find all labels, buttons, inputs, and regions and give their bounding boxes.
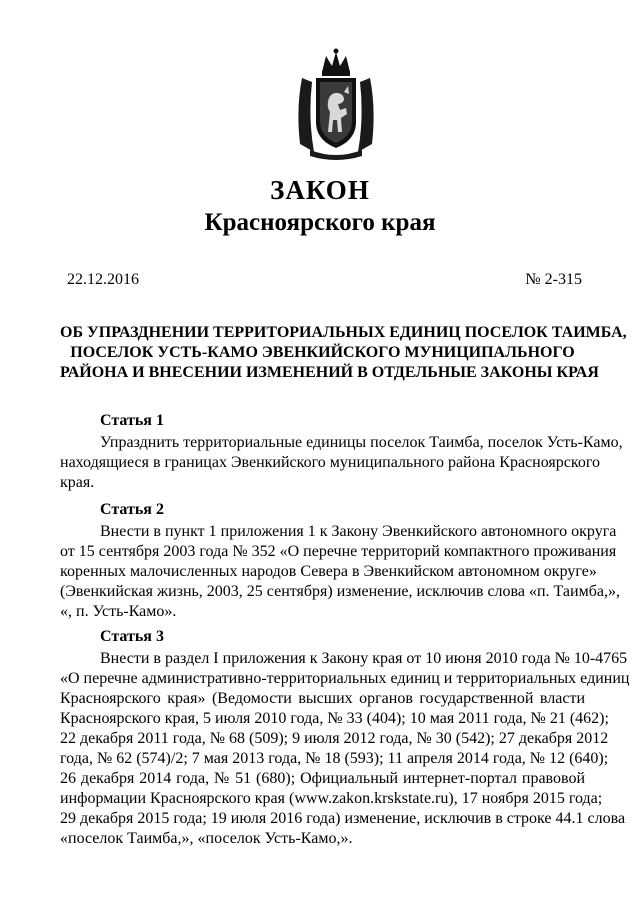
article-1 (60, 411, 623, 493)
law-date: 22.12.2016 (67, 271, 139, 288)
article-heading: Статья 3 (100, 628, 164, 645)
article-text-line: Упразднить территориальные единицы поселок Таимба, поселок Усть-Камо, (100, 434, 623, 451)
article-text-line: «О перечне административно-территориальных единиц и территориальных единиц (60, 670, 630, 687)
article-text-line: (Эвенкийская жизнь, 2003, 25 сентября) изменение, исключив слова «п. Таимба,», (60, 583, 620, 600)
article-text-line: информации Красноярского края (www.zakon.krskstate.ru), 17 ноября 2015 года; (60, 790, 603, 807)
article-heading: Статья 2 (100, 501, 164, 518)
article-text-line: Внести в раздел I приложения к Закону края от 10 июня 2010 года № 10-4765 (100, 650, 628, 667)
law-name (60, 323, 627, 383)
document-title: ЗАКОН (270, 175, 370, 205)
law-name-line: ОБ УПРАЗДНЕНИИ ТЕРРИТОРИАЛЬНЫХ ЕДИНИЦ ПОСЕЛОК ТАИМБА, (60, 324, 627, 341)
article-text-line: края. (60, 474, 95, 491)
article-text-line: года, № 62 (574)/2; 7 мая 2013 года, № 18 (593); 11 апреля 2014 года, № 12 (640); (60, 750, 609, 767)
law-name-line: РАЙОНА И ВНЕСЕНИИ ИЗМЕНЕНИЙ В ОТДЕЛЬНЫЕ ЗАКОНЫ КРАЯ (60, 364, 599, 381)
article-text-line: 26 декабря 2014 года, № 51 (680); Официальный интернет-портал правовой (60, 770, 585, 787)
article-text-line: «поселок Таимба,», «поселок Усть-Камо,». (60, 830, 353, 847)
law-number: № 2-315 (525, 271, 582, 288)
article-3 (60, 627, 630, 849)
article-text (60, 433, 623, 493)
article-text-line: 29 декабря 2015 года; 19 июля 2016 года) изменение, исключив в строке 44.1 слова (60, 810, 626, 827)
article-text (60, 649, 630, 849)
law-name-line: ПОСЕЛОК УСТЬ-КАМО ЭВЕНКИЙСКОГО МУНИЦИПАЛЬНОГО (70, 344, 575, 361)
coat-of-arms-icon (292, 48, 380, 160)
article-heading: Статья 1 (100, 412, 164, 429)
document-subtitle: Красноярского края (204, 209, 436, 236)
article-text-line: «, п. Усть-Камо». (60, 603, 177, 620)
article-text-line: Красноярского края, 5 июля 2010 года, № 33 (404); 10 мая 2011 года, № 21 (462); (60, 710, 609, 727)
article-2 (60, 500, 620, 622)
article-text-line: находящиеся в границах Эвенкийского муниципального района Красноярского (60, 454, 600, 471)
article-text-line: Красноярского края» (Ведомости высших органов государственной власти (60, 690, 585, 707)
article-text-line: 22 декабря 2011 года, № 68 (509); 9 июля 2012 года, № 30 (542); 27 декабря 2012 (60, 730, 609, 747)
article-text-line: Внести в пункт 1 приложения 1 к Закону Эвенкийского автономного округа (100, 523, 617, 540)
article-text-line: от 15 сентября 2003 года № 352 «О перечне территорий компактного проживания (60, 543, 617, 560)
article-text-line: коренных малочисленных народов Севера в Эвенкийском автономном округе» (60, 563, 597, 580)
article-text (60, 522, 620, 622)
